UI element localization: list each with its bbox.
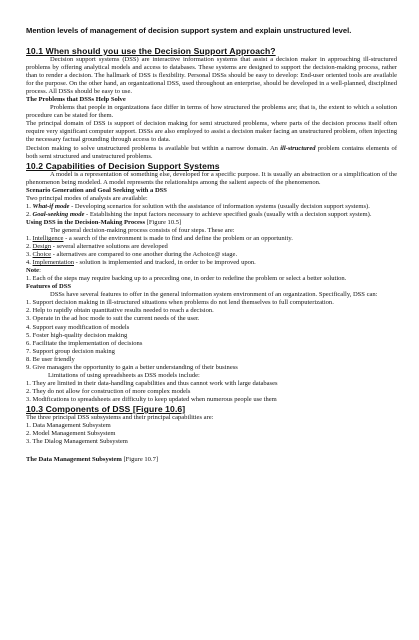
- paragraph: The principal domain of DSS is support of decision making for semi structured problems, where parts of the decision process itself often require very significant computer support. DSSs are also employed to assist a decision maker facing an unstructured problem, often injecting the necessary factual grounding through access to data.: [26, 120, 397, 144]
- list-item: [26, 259, 397, 267]
- list-item: [26, 235, 397, 243]
- list-item: 8. Be user friendly: [26, 355, 75, 363]
- step-name: Implementation: [32, 259, 74, 267]
- features-list: [26, 299, 397, 371]
- list-number: 3.: [26, 251, 33, 259]
- subheading-text: Using DSS in the Decision-Making Process: [26, 218, 146, 226]
- list-item: 2. They do not allow for construction of more complex models: [26, 387, 191, 395]
- list-item: 2. Help to rapidly obtain quantitative results needed to reach a decision.: [26, 307, 214, 315]
- list-item: 5. Foster high-quality decision making: [26, 331, 128, 339]
- list-text: - alternatives are compared to one another during the Achoice@ stage.: [51, 251, 238, 259]
- list-item: 1. Support decision making in ill-structured situations when problems do not lend themselves to full computerization.: [26, 299, 334, 307]
- emphasis-term: ill-structured: [280, 144, 316, 152]
- list-item: 3. The Dialog Management Subsystem: [26, 438, 128, 446]
- subheading-text: The Data Management Subsystem: [26, 456, 122, 464]
- paragraph: DSSs have several features to offer in the general information system environment of an organization. Specifically, DSS can:: [50, 291, 378, 299]
- list-item: 9. Give managers the opportunity to gain a better understanding of their business: [26, 363, 238, 371]
- step-name: Design: [32, 243, 52, 251]
- list-text: - a search of the environment is made to find and define the problem or an opportunity.: [63, 234, 293, 242]
- list-text: - solution is implemented and tracked, in order to be improved upon.: [74, 259, 256, 267]
- list-text: - Developing scenarios for solution with the assistance of information systems (usually decision support systems).: [69, 202, 370, 210]
- subheading: Features of DSS: [26, 283, 71, 291]
- list-number: 2.: [26, 210, 33, 218]
- mode-name: What-if mode: [32, 202, 70, 210]
- figure-reference: [Figure 10.7]: [121, 456, 159, 464]
- section-heading-10-1: 10.1 When should you use the Decision Support Approach?: [26, 46, 276, 56]
- paragraph: A model is a representation of something else, developed for a specific purpose. It is usually an abstraction or a simplification of the phenomenon being modeled. A model represents the relationships among the salient aspects of the phenomenon.: [26, 170, 397, 186]
- list-item: 2. Model Management Subsystem: [26, 430, 116, 438]
- list-item: 7. Support group decision making: [26, 347, 115, 355]
- paragraph: Problems that people in organizations face differ in terms of how structured the problems are; that is, the extent to which a solution procedure can be stated for them.: [26, 104, 397, 120]
- paragraph: The three principal DSS subsystems and their principal capabilities are:: [26, 413, 214, 421]
- section-heading-10-3: 10.3 Components of DSS [Figure 10.6]: [26, 403, 186, 414]
- paragraph: The general decision-making process consists of four steps. These are:: [50, 226, 235, 234]
- section-heading-10-2: 10.2 Capabilities of Decision Support Systems: [26, 160, 220, 171]
- subheading: [26, 219, 397, 227]
- text-run: Decision making to solve unstructured problems is available but within a narrow domain. An: [26, 144, 281, 152]
- list-text: - several alternative solutions are developed: [51, 243, 168, 251]
- figure-reference: [Figure 10.5]: [145, 218, 182, 226]
- list-number: 4.: [26, 259, 33, 267]
- subheading: Scenario Generation and Goal Seeking with a DSS: [26, 186, 167, 194]
- list-number: 2.: [26, 243, 33, 251]
- subheading: The Problems that DSSs Help Solve: [26, 96, 126, 104]
- list-item: 4. Support easy modification of models: [26, 323, 130, 331]
- decision-steps-list: [26, 235, 397, 267]
- list-item: 3. Modifications to spreadsheets are difficulty to keep updated when numerous people use them: [26, 395, 277, 403]
- list-item: [26, 203, 397, 211]
- paragraph: Limitations of using spreadsheets as DSS models include:: [48, 371, 200, 379]
- components-list: [26, 422, 397, 446]
- list-number: 1.: [26, 234, 33, 242]
- limitations-list: [26, 380, 397, 404]
- list-item: [26, 251, 397, 259]
- text-run: problem contains elements of both semi structured and unstructured problems.: [26, 144, 397, 160]
- subheading: [26, 456, 397, 464]
- list-number: 1.: [26, 202, 33, 210]
- list-item: 3. Operate in the ad hoc mode to suit the current needs of the user.: [26, 315, 200, 323]
- note-label-text: Note: [26, 267, 40, 275]
- list-text: - Establishing the input factors necessary to achieve specified goals (usually with a decision support system).: [84, 210, 372, 218]
- paragraph: [26, 145, 397, 161]
- paragraph: Two principal modes of analysis are available:: [26, 194, 148, 202]
- list-item: 6. Facilitate the implementation of decisions: [26, 339, 143, 347]
- spacer: [26, 446, 397, 456]
- list-item: [26, 243, 397, 251]
- step-name: Choice: [32, 251, 52, 259]
- step-name: Intelligence: [32, 234, 64, 242]
- note-label: [26, 267, 397, 275]
- note-text: 1. Each of the steps may require backing up to a preceding one, in order to redefine the problem or select a better solution.: [26, 275, 347, 283]
- list-item: [26, 211, 397, 219]
- note-colon: :: [39, 267, 41, 275]
- paragraph: Decision support systems (DSS) are interactive information systems that assist a decision maker in approaching ill-structured problems by offering analytical models and access to databases. These systems are designed to support the decision-making process, rather than to render a decision. The hallmark of DSS is flexibility. Personal DSSs should be easy to develop: End-user oriented tools are available for the purpose. On the other hand, an organizational DSS, used throughout an enterprise, should be developed in a well-planned, disciplined process. All DSSs should be easy to use.: [26, 56, 397, 96]
- list-item: 1. Data Management Subsystem: [26, 422, 111, 430]
- document-question-title: Mention levels of management of decision support system and explain unstructured level.: [26, 26, 352, 35]
- list-item: 1. They are limited in their data-handling capabilities and thus cannot work with large databases: [26, 379, 278, 387]
- mode-name: Goal-seeking mode: [32, 210, 85, 218]
